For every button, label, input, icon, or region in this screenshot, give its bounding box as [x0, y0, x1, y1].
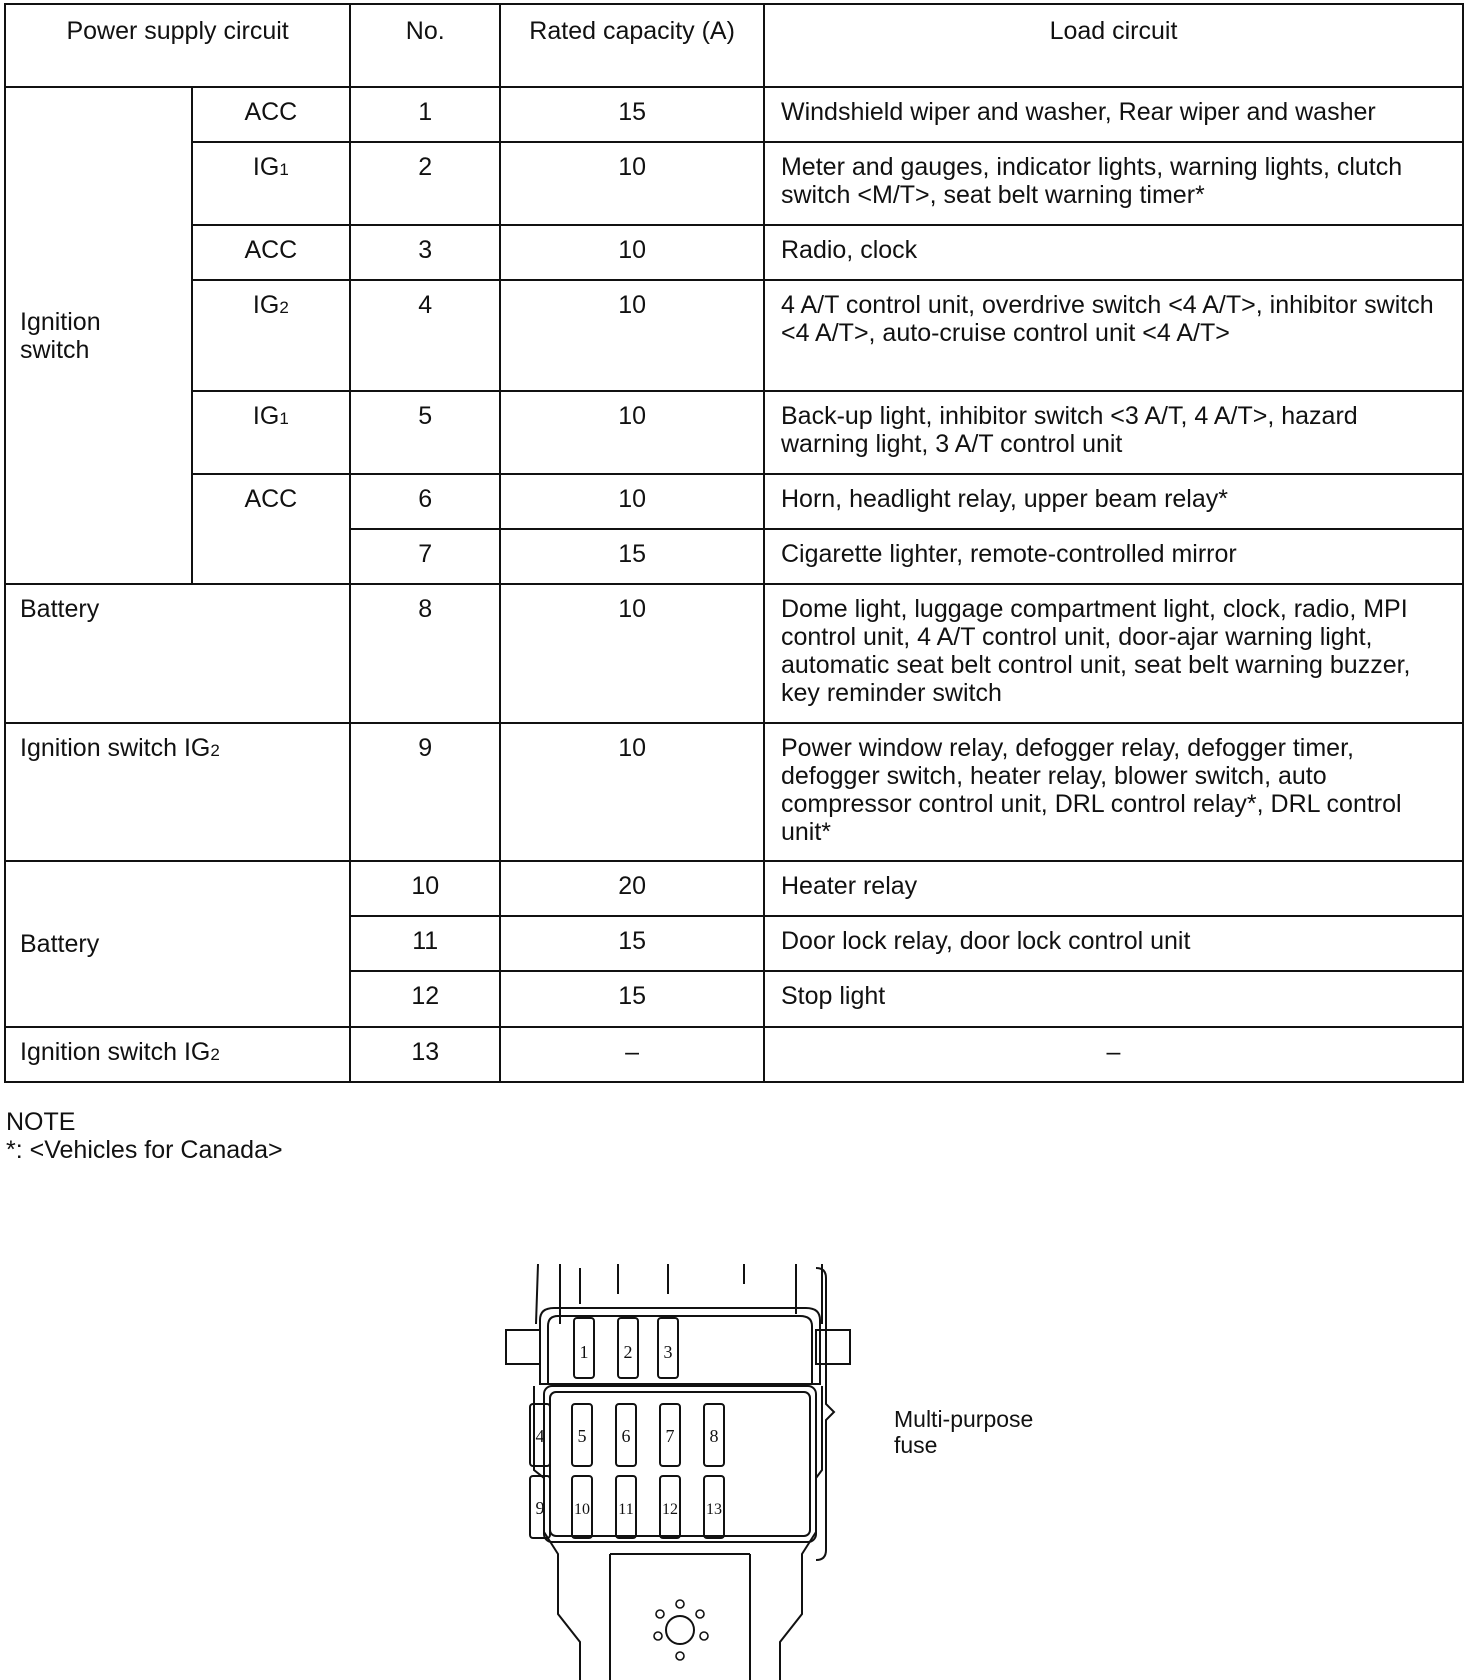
fuse-7: [660, 1404, 680, 1466]
fuse-number: 8: [350, 584, 500, 722]
fuse-label: 5: [577, 1426, 587, 1446]
load-circuit: Heater relay: [764, 861, 1463, 916]
rated-capacity: 15: [500, 87, 764, 142]
power-supply-circuit: Ignition switch IG2: [5, 1027, 350, 1082]
fuse-label: 8: [709, 1426, 719, 1446]
sub-circuit: IG2: [192, 280, 351, 391]
note: [6, 1108, 283, 1164]
fuse-label: 2: [623, 1342, 633, 1362]
fuse-number: 5: [350, 391, 500, 474]
note-title: NOTE: [6, 1108, 76, 1136]
callout-bracket: [816, 1268, 834, 1560]
sub-circuit: ACC: [192, 87, 351, 142]
table-row: [5, 861, 1463, 916]
rated-capacity: 10: [500, 142, 764, 225]
sub-circuit: ACC: [192, 225, 351, 280]
rated-capacity: 10: [500, 225, 764, 280]
fuse-12: [660, 1476, 680, 1538]
sub-circuit: IG1: [192, 142, 351, 225]
fuse-number: 2: [350, 142, 500, 225]
fuse-label: 4: [535, 1426, 545, 1446]
fuse-10: [572, 1476, 592, 1538]
header-load-circuit: Load circuit: [764, 4, 1463, 87]
table-row: [5, 1027, 1463, 1082]
callout-line-1: Multi-purpose: [894, 1406, 1034, 1432]
load-circuit: Radio, clock: [764, 225, 1463, 280]
load-circuit: Door lock relay, door lock control unit: [764, 916, 1463, 971]
rated-capacity: 10: [500, 723, 764, 861]
header-no: No.: [350, 4, 500, 87]
left-mount-tab: [506, 1330, 540, 1364]
fuse-5: [572, 1404, 592, 1466]
fuse-1: [574, 1318, 594, 1378]
table-row: [5, 584, 1463, 722]
load-circuit: –: [764, 1027, 1463, 1082]
table-row: [5, 225, 1463, 280]
load-circuit: Dome light, luggage compartment light, clock, radio, MPI control unit, 4 A/T control unit, door-ajar warning light, automatic seat belt control unit, seat belt warning buzzer, key reminder switch: [764, 584, 1463, 722]
rated-capacity: 20: [500, 861, 764, 916]
table-row: [5, 142, 1463, 225]
fuse-11: [616, 1476, 636, 1538]
right-mount-tab: [816, 1330, 850, 1364]
rated-capacity: 10: [500, 391, 764, 474]
fuse-8: [704, 1404, 724, 1466]
fuse-number: 3: [350, 225, 500, 280]
fuse-label: 9: [535, 1498, 545, 1518]
fuse-label: 1: [579, 1342, 589, 1362]
rated-capacity: –: [500, 1027, 764, 1082]
load-circuit: Meter and gauges, indicator lights, warning lights, clutch switch <M/T>, seat belt warning timer*: [764, 142, 1463, 225]
fuse-number: 4: [350, 280, 500, 391]
fuse-number: 12: [350, 971, 500, 1026]
power-supply-circuit: Ignition switch IG2: [5, 723, 350, 861]
header-rated-capacity: Rated capacity (A): [500, 4, 764, 87]
fuse-9: [530, 1476, 550, 1538]
fuse-13: [704, 1476, 724, 1538]
rated-capacity: 10: [500, 474, 764, 529]
fuse-table: [4, 3, 1464, 1083]
rated-capacity: 10: [500, 280, 764, 391]
sub-circuit: ACC: [192, 474, 351, 585]
fuse-label: 12: [662, 1501, 678, 1518]
fuse-label: 10: [574, 1501, 590, 1518]
header-row: [5, 4, 1463, 87]
fuse-number: 11: [350, 916, 500, 971]
fuse-number: 10: [350, 861, 500, 916]
load-circuit: Back-up light, inhibitor switch <3 A/T, 4 A/T>, hazard warning light, 3 A/T control unit: [764, 391, 1463, 474]
load-circuit: Windshield wiper and washer, Rear wiper and washer: [764, 87, 1463, 142]
table-row: [5, 391, 1463, 474]
fuse-label: 11: [618, 1501, 634, 1518]
ignition-switch-cell: Ignition switch: [5, 87, 192, 585]
fuse-3: [658, 1318, 678, 1378]
bolt-pins: [654, 1600, 708, 1660]
table-row: [5, 280, 1463, 391]
bolt-hole: [666, 1616, 694, 1644]
sub-circuit: IG1: [192, 391, 351, 474]
fuse-2: [618, 1318, 638, 1378]
fuse-6: [616, 1404, 636, 1466]
callout-line-2: fuse: [894, 1432, 938, 1458]
fuse-label: 13: [706, 1501, 722, 1518]
fuse-callout-label: [894, 1406, 1033, 1458]
load-circuit: 4 A/T control unit, overdrive switch <4 A/T>, inhibitor switch <4 A/T>, auto-cruise control unit <4 A/T>: [764, 280, 1463, 391]
note-text: *: <Vehicles for Canada>: [6, 1136, 283, 1164]
power-supply-circuit: Battery: [5, 584, 350, 722]
fuse-box-diagram: [500, 1264, 1060, 1680]
power-supply-circuit: Battery: [5, 861, 350, 1027]
table-row: [5, 87, 1463, 142]
rated-capacity: 15: [500, 529, 764, 584]
fuse-label: 7: [665, 1426, 675, 1446]
rated-capacity: 15: [500, 971, 764, 1026]
table-row: [5, 474, 1463, 529]
fuse-number: 6: [350, 474, 500, 529]
load-circuit: Horn, headlight relay, upper beam relay*: [764, 474, 1463, 529]
rated-capacity: 10: [500, 584, 764, 722]
fuse-number: 1: [350, 87, 500, 142]
table-row: [5, 723, 1463, 861]
fuse-number: 9: [350, 723, 500, 861]
fuse-label: 6: [621, 1426, 631, 1446]
load-circuit: Stop light: [764, 971, 1463, 1026]
load-circuit: Cigarette lighter, remote-controlled mirror: [764, 529, 1463, 584]
fuse-slots: [530, 1318, 724, 1538]
load-circuit: Power window relay, defogger relay, defogger timer, defogger switch, heater relay, blower switch, auto compressor control unit, DRL control relay*, DRL control unit*: [764, 723, 1463, 861]
header-power-supply: Power supply circuit: [5, 4, 350, 87]
rated-capacity: 15: [500, 916, 764, 971]
fuse-label: 3: [663, 1342, 673, 1362]
fuse-number: 7: [350, 529, 500, 584]
fuse-number: 13: [350, 1027, 500, 1082]
